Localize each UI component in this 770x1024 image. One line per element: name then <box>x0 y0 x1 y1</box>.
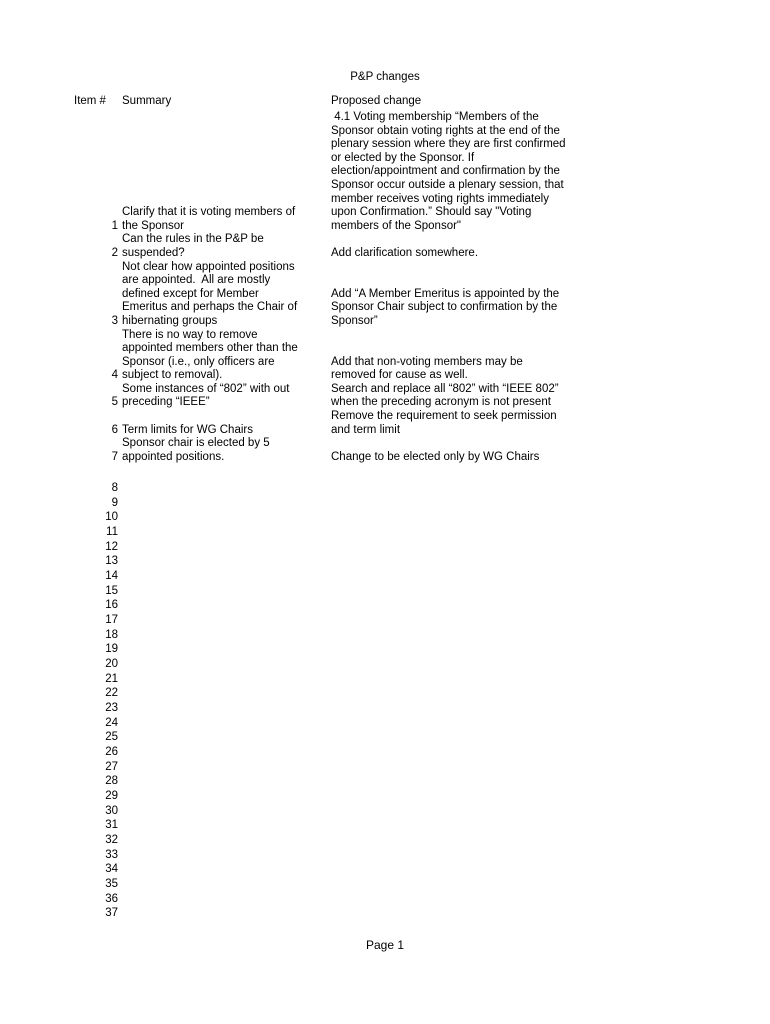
item-number: 35 <box>105 878 118 891</box>
item-number: 13 <box>105 555 118 568</box>
summary-cell: Clarify that it is voting members of the Sponsor <box>122 206 296 232</box>
item-number: 1 <box>111 219 118 232</box>
item-number: 10 <box>105 511 118 524</box>
item-number: 22 <box>105 687 118 700</box>
proposed-change-cell: Change to be elected only by WG Chairs <box>331 450 540 463</box>
table-row <box>0 111 770 233</box>
item-number: 18 <box>105 628 118 641</box>
summary-cell: Term limits for WG Chairs <box>122 423 253 436</box>
table-row <box>0 233 770 260</box>
table-row <box>0 437 770 464</box>
proposed-change-cell: Add that non-voting members may be removed for cause as well. <box>331 355 523 382</box>
item-number: 21 <box>105 672 118 685</box>
item-number: 9 <box>111 496 118 509</box>
item-number: 6 <box>111 423 118 436</box>
summary-cell: Can the rules in the P&P be suspended? <box>122 233 264 259</box>
item-number: 5 <box>111 396 118 409</box>
item-number: 32 <box>105 834 118 847</box>
item-number: 26 <box>105 746 118 759</box>
item-number: 14 <box>105 570 118 583</box>
page-footer: Page 1 <box>365 938 405 952</box>
summary-cell: Not clear how appointed positions are appointed. All are mostly defined except for Member Emeritus and perhaps the Chair of hibernating groups <box>122 260 298 327</box>
table-row <box>0 383 770 410</box>
summary-cell: There is no way to remove appointed members other than the Sponsor (i.e., only officers are subject to removal). <box>122 328 298 382</box>
item-number: 17 <box>105 614 118 627</box>
item-number: 20 <box>105 658 118 671</box>
item-number-header: Item # <box>74 95 106 107</box>
item-number: 36 <box>105 892 118 905</box>
summary-header: Summary <box>122 95 172 107</box>
item-number: 25 <box>105 731 118 744</box>
item-number: 30 <box>105 804 118 817</box>
summary-cell: Sponsor chair is elected by 5 appointed positions. <box>122 437 270 463</box>
proposed-change-cell: Remove the requirement to seek permission and term limit <box>331 410 557 436</box>
item-number: 23 <box>105 702 118 715</box>
item-number: 15 <box>105 584 118 597</box>
item-number: 37 <box>105 907 118 920</box>
item-number: 16 <box>105 599 118 612</box>
item-number: 34 <box>105 863 118 876</box>
proposed-change-cell: Search and replace all “802” with “IEEE 802” when the preceding acronym is not present <box>331 382 559 409</box>
item-number: 12 <box>105 540 118 553</box>
summary-cell: Some instances of “802” with out preceding “IEEE” <box>122 382 290 409</box>
item-number: 2 <box>111 246 118 259</box>
change-table <box>0 111 770 464</box>
table-row <box>0 261 770 329</box>
item-number: 29 <box>105 790 118 803</box>
item-number: 27 <box>105 760 118 773</box>
item-number: 33 <box>105 848 118 861</box>
item-number: 28 <box>105 775 118 788</box>
item-number: 8 <box>111 482 118 494</box>
item-number: 4 <box>111 369 118 382</box>
item-number: 11 <box>106 526 118 539</box>
item-number: 24 <box>105 716 118 729</box>
item-number: 31 <box>105 819 118 832</box>
proposed-change-cell: Add clarification somewhere. <box>331 246 479 259</box>
table-row <box>0 410 770 437</box>
page-title: P&P changes <box>350 71 420 83</box>
proposed-change-header: Proposed change <box>331 95 422 107</box>
item-number: 19 <box>105 643 118 656</box>
proposed-change-cell: 4.1 Voting membership “Members of the Sponsor obtain voting rights at the end of the plenary session where they are first confirmed or elected by the Sponsor. If election/appointment and confirmation by the Sponsor occur outside a plenary session, that member receives voting rights immediately upon Confirmation.” Should say "Voting members of the Sponsor" <box>331 111 566 232</box>
proposed-change-cell: Add “A Member Emeritus is appointed by the Sponsor Chair subject to confirmation by the Sponsor” <box>331 287 560 327</box>
table-row <box>0 329 770 383</box>
item-number: 3 <box>111 314 118 327</box>
item-number: 7 <box>111 450 118 463</box>
empty-item-numbers <box>0 481 120 921</box>
